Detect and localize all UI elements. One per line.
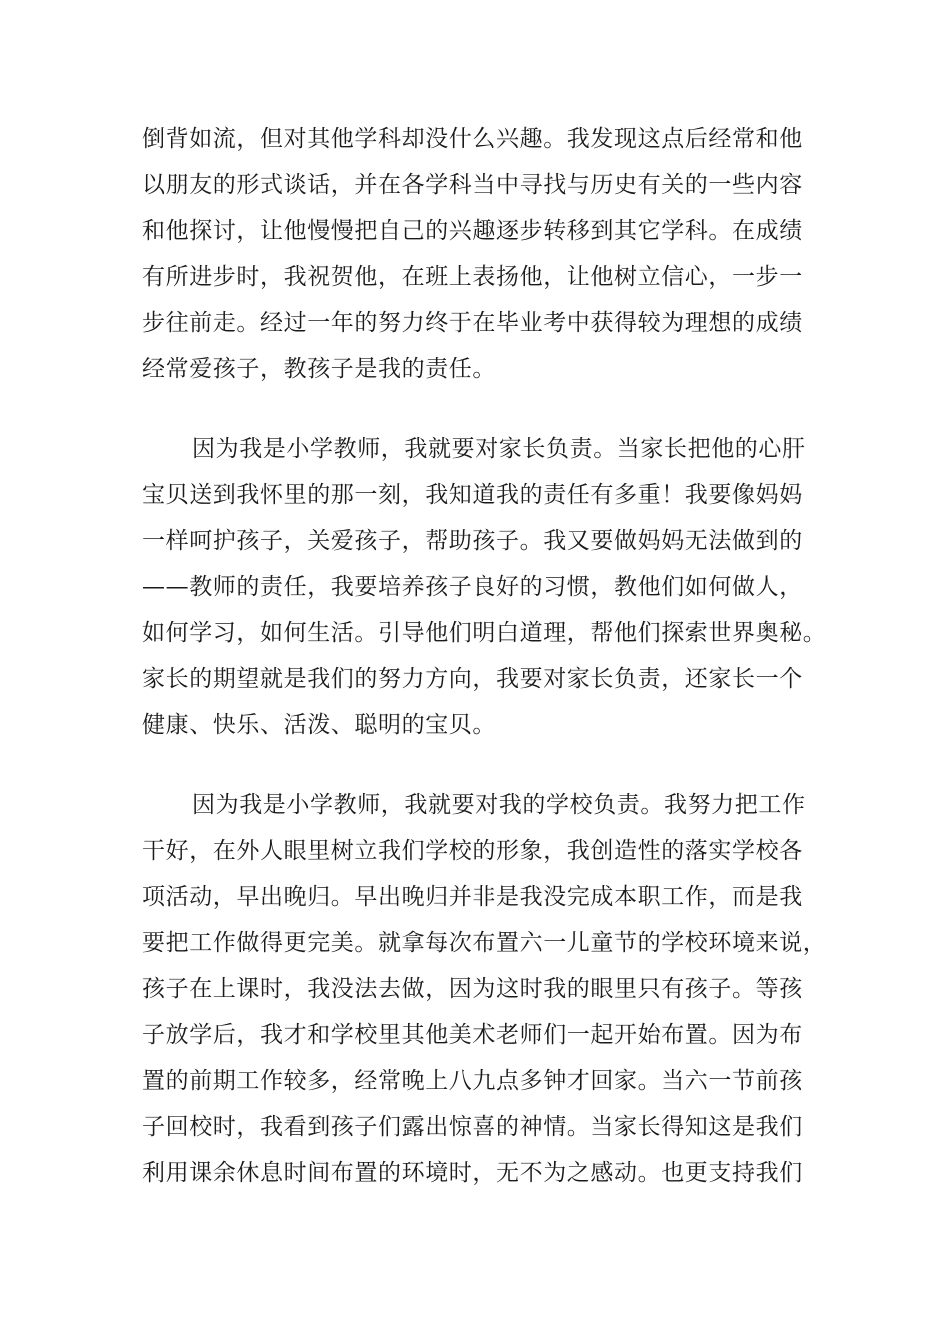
text-line: 一样呵护孩子，关爱孩子，帮助孩子。我又要做妈妈无法做到的 xyxy=(142,528,803,554)
text-line: 要把工作做得更完美。就拿每次布置六一儿童节的学校环境来说， xyxy=(142,930,827,956)
text-line: 经常爱孩子，教孩子是我的责任。 xyxy=(142,356,496,382)
text-line: 健康、快乐、活泼、聪明的宝贝。 xyxy=(142,712,496,738)
text-line: 子放学后，我才和学校里其他美术老师们一起开始布置。因为布 xyxy=(142,1022,803,1048)
text-line: 宝贝送到我怀里的那一刻，我知道我的责任有多重！我要像妈妈 xyxy=(142,482,803,508)
document-body xyxy=(142,116,827,1196)
paragraph-1 xyxy=(142,116,812,392)
text-line: 有所进步时，我祝贺他，在班上表扬他，让他树立信心，一步一 xyxy=(142,264,803,290)
paragraph-3 xyxy=(142,782,827,1196)
text-line: 家长的期望就是我们的努力方向，我要对家长负责，还家长一个 xyxy=(142,666,803,692)
text-line: 以朋友的形式谈话，并在各学科当中寻找与历史有关的一些内容 xyxy=(142,172,803,198)
paragraph-2 xyxy=(142,426,827,748)
paragraph-spacer xyxy=(142,392,812,426)
text-line: 利用课余休息时间布置的环境时，无不为之感动。也更支持我们 xyxy=(142,1160,803,1186)
text-line: 步往前走。经过一年的努力终于在毕业考中获得较为理想的成绩 xyxy=(142,310,803,336)
text-line: 置的前期工作较多，经常晚上八九点多钟才回家。当六一节前孩 xyxy=(142,1068,803,1094)
text-line: 和他探讨，让他慢慢把自己的兴趣逐步转移到其它学科。在成绩 xyxy=(142,218,803,244)
text-line: 因为我是小学教师，我就要对家长负责。当家长把他的心肝 xyxy=(192,436,806,462)
text-line: 因为我是小学教师，我就要对我的学校负责。我努力把工作 xyxy=(192,792,806,818)
text-line: 孩子在上课时，我没法去做，因为这时我的眼里只有孩子。等孩 xyxy=(142,976,803,1002)
text-line: 子回校时，我看到孩子们露出惊喜的神情。当家长得知这是我们 xyxy=(142,1114,803,1140)
text-line: 如何学习，如何生活。引导他们明白道理，帮他们探索世界奥秘。 xyxy=(142,620,827,646)
text-line: 倒背如流，但对其他学科却没什么兴趣。我发现这点后经常和他 xyxy=(142,126,803,152)
text-line: 项活动，早出晚归。早出晚归并非是我没完成本职工作，而是我 xyxy=(142,884,803,910)
paragraph-spacer xyxy=(142,748,812,782)
text-line: 干好，在外人眼里树立我们学校的形象，我创造性的落实学校各 xyxy=(142,838,803,864)
text-line: ——教师的责任，我要培养孩子良好的习惯，教他们如何做人， xyxy=(142,574,803,600)
